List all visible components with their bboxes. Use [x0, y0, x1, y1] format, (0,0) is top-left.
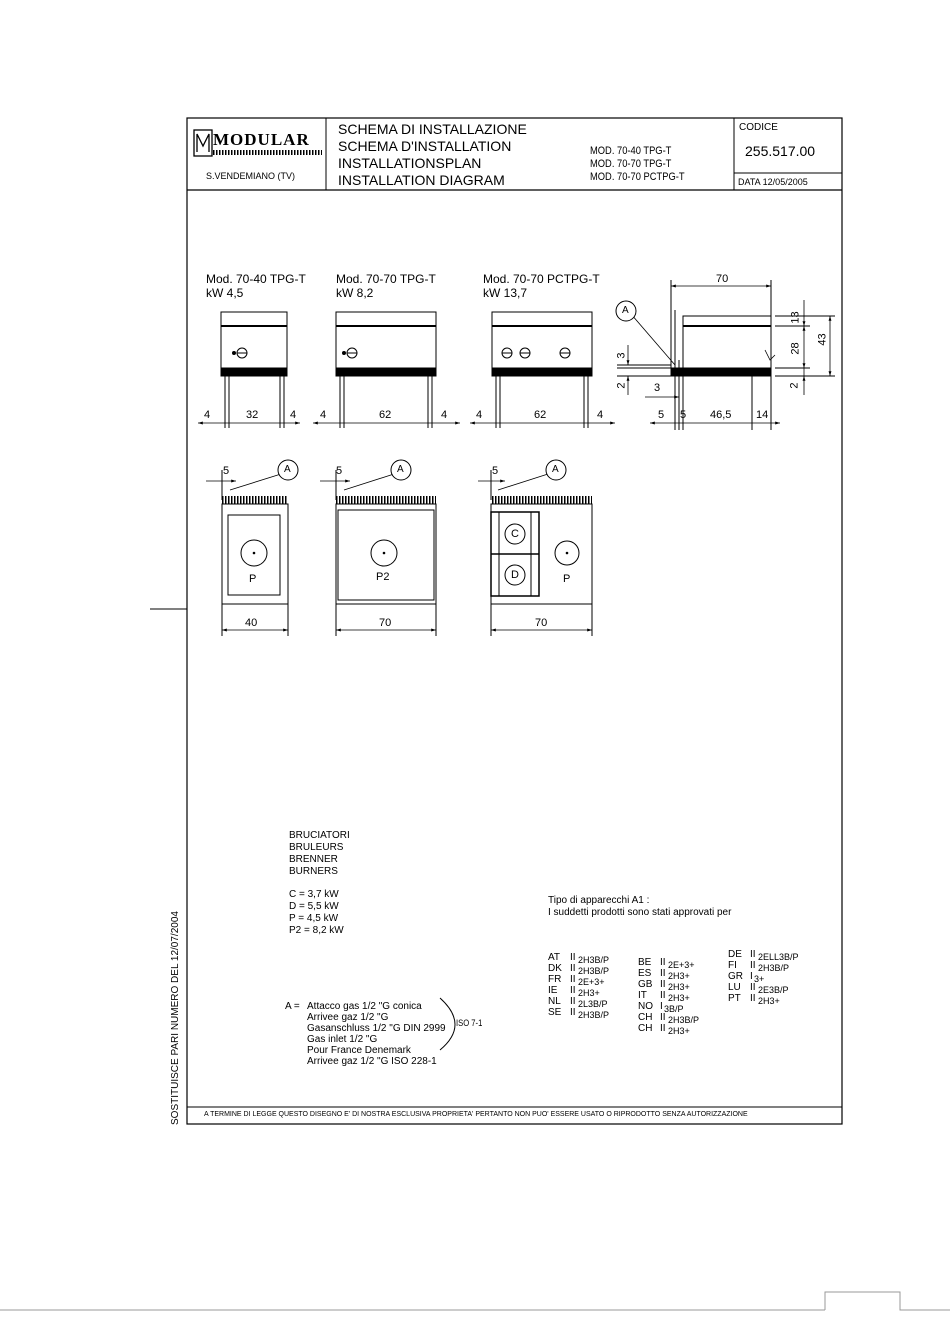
gas-category: II: [660, 1012, 666, 1023]
country-code: CH: [638, 1012, 653, 1023]
top1-width: 40: [245, 617, 258, 629]
location-text: S.VENDEMIANO (TV): [206, 171, 296, 181]
burner-d: D = 5,5 kW: [289, 901, 339, 912]
gas-label: A =: [285, 1001, 300, 1012]
top-view-pctpg: [478, 470, 592, 636]
burner-heading-it: BRUCIATORI: [289, 830, 350, 841]
model-3: MOD. 70-70 PCTPG-T: [590, 171, 685, 183]
top2-callout: A: [397, 464, 404, 475]
gas-subcategory: 2H3B/P: [758, 963, 790, 973]
top1-offset: 5: [223, 465, 230, 477]
dim: 62: [379, 409, 392, 421]
gas-subcategory: 2L3B/P: [578, 999, 608, 1009]
model-1: MOD. 70-40 TPG-T: [590, 145, 672, 157]
gas-category: II: [660, 957, 666, 968]
gas-subcategory: 2H3+: [578, 988, 600, 998]
side-b46: 46,5: [710, 409, 732, 421]
sheet-frame: [187, 118, 842, 1124]
gas-category: II: [570, 952, 576, 963]
title-it: SCHEMA DI INSTALLAZIONE: [338, 121, 527, 137]
front2-power: kW 8,2: [336, 286, 374, 300]
gas-category: II: [660, 968, 666, 979]
gas-subcategory: 2H3+: [668, 982, 690, 992]
gas-category: II: [750, 960, 756, 971]
gas-category: II: [570, 974, 576, 985]
top-view-70-70: [320, 470, 436, 636]
approval-line2: I suddetti prodotti sono stati approvati per: [548, 907, 732, 918]
side-h13: 13: [789, 311, 802, 324]
model-2: MOD. 70-70 TPG-T: [590, 158, 672, 170]
country-code: FI: [728, 960, 737, 971]
country-code: PT: [728, 993, 741, 1004]
burner-heading-fr: BRULEURS: [289, 842, 344, 853]
title-de: INSTALLATIONSPLAN: [338, 155, 482, 171]
side-h2b: 2: [788, 382, 801, 389]
top3-callout: A: [552, 464, 559, 475]
side-h28: 28: [789, 342, 802, 355]
gas-category: II: [660, 979, 666, 990]
gas-line: Gas inlet 1/2 "G: [307, 1034, 378, 1045]
gas-subcategory: 3B/P: [664, 1004, 684, 1014]
top3-width: 70: [535, 617, 548, 629]
gas-subcategory: 2E+3+: [668, 960, 695, 970]
gas-category: II: [570, 996, 576, 1007]
dim: 62: [534, 409, 547, 421]
gas-category: II: [570, 1007, 576, 1018]
side-width: 70: [716, 273, 729, 285]
country-code: NL: [548, 996, 561, 1007]
front1-power: kW 4,5: [206, 286, 244, 300]
country-code: SE: [548, 1007, 562, 1018]
side-b5a: 5: [658, 409, 665, 421]
iso-standard: ISO 7-1: [456, 1018, 483, 1028]
approval-line1: Tipo di apparecchi A1 :: [548, 895, 650, 906]
burner-p2: P2 = 8,2 kW: [289, 925, 344, 936]
burner-heading-en: BURNERS: [289, 866, 338, 877]
country-code: DK: [548, 963, 562, 974]
dim: 4: [204, 409, 211, 421]
gas-category: I: [660, 1001, 663, 1012]
burner-heading-de: BRENNER: [289, 854, 338, 865]
gas-line: Arrivee gaz 1/2 "G: [307, 1012, 389, 1023]
top3-offset: 5: [492, 465, 499, 477]
gas-subcategory: 2E+3+: [578, 977, 605, 987]
dim: 4: [441, 409, 448, 421]
gas-category: II: [570, 985, 576, 996]
country-code: ES: [638, 968, 652, 979]
gas-category: II: [660, 990, 666, 1001]
gas-subcategory: 2H3+: [758, 996, 780, 1006]
side-b3: 3: [654, 382, 661, 394]
gas-category: I: [750, 971, 753, 982]
code-label: CODICE: [739, 122, 778, 133]
country-code: FR: [548, 974, 562, 985]
side-h43: 43: [816, 333, 829, 346]
gas-subcategory: 2H3B/P: [578, 1010, 610, 1020]
gas-category: II: [750, 982, 756, 993]
front2-model: Mod. 70-70 TPG-T: [336, 272, 436, 286]
title-fr: SCHEMA D'INSTALLATION: [338, 138, 512, 154]
gas-subcategory: 2H3+: [668, 993, 690, 1003]
side-note: SOSTITUISCE PARI NUMERO DEL 12/07/2004: [170, 911, 181, 1125]
gas-subcategory: 2ELL3B/P: [758, 952, 799, 962]
side-h3: 3: [615, 352, 628, 359]
gas-category: II: [660, 1023, 666, 1034]
country-code: IE: [548, 985, 558, 996]
dim: 4: [290, 409, 297, 421]
front1-model: Mod. 70-40 TPG-T: [206, 272, 306, 286]
country-code: GR: [728, 971, 743, 982]
country-code: CH: [638, 1023, 653, 1034]
side-b14: 14: [756, 409, 769, 421]
country-code: GB: [638, 979, 653, 990]
gas-subcategory: 2E3B/P: [758, 985, 789, 995]
top2-offset: 5: [336, 465, 343, 477]
top-view-70-40: [206, 470, 288, 636]
footer-notice: A TERMINE DI LEGGE QUESTO DISEGNO E' DI NOSTRA ESCLUSIVA PROPRIETA' PERTANTO NON PUO' ESSERE USATO O RIPRODOTTO SENZA AUTORIZZAZIONE: [204, 1111, 748, 1118]
top3-burner-p: P: [563, 573, 571, 585]
date-label: DATA 12/05/2005: [738, 177, 808, 187]
dim: 4: [597, 409, 604, 421]
country-code: NO: [638, 1001, 653, 1012]
callout-a: A: [622, 305, 629, 316]
dim: 32: [246, 409, 259, 421]
country-code: BE: [638, 957, 652, 968]
logo-text: MODULAR: [213, 130, 310, 149]
top3-burner-d: D: [511, 569, 519, 581]
gas-subcategory: 2H3+: [668, 1026, 690, 1036]
front3-model: Mod. 70-70 PCTPG-T: [483, 272, 600, 286]
code-value: 255.517.00: [745, 143, 816, 159]
side-view: [617, 280, 835, 430]
side-b5b: 5: [680, 409, 687, 421]
top1-callout: A: [284, 464, 291, 475]
gas-line: Arrivee gaz 1/2 "G ISO 228-1: [307, 1056, 437, 1067]
top2-burner-p2: P2: [376, 571, 390, 583]
gas-line: Pour France Denemark: [307, 1045, 411, 1056]
gas-line: Attacco gas 1/2 "G conica: [307, 1001, 422, 1012]
country-code: AT: [548, 952, 561, 963]
front3-power: kW 13,7: [483, 286, 528, 300]
gas-category: II: [750, 949, 756, 960]
gas-subcategory: 2H3B/P: [578, 966, 610, 976]
gas-category: II: [570, 963, 576, 974]
dim: 4: [320, 409, 327, 421]
gas-subcategory: 2H3B/P: [668, 1015, 700, 1025]
gas-subcategory: 3+: [754, 974, 765, 984]
country-code: IT: [638, 990, 647, 1001]
top1-burner-p: P: [249, 573, 257, 585]
gas-subcategory: 2H3+: [668, 971, 690, 981]
gas-line: Gasanschluss 1/2 "G DIN 2999: [307, 1023, 446, 1034]
country-code: DE: [728, 949, 742, 960]
top2-width: 70: [379, 617, 392, 629]
title-en: INSTALLATION DIAGRAM: [338, 172, 505, 188]
gas-category: II: [750, 993, 756, 1004]
burner-p: P = 4,5 kW: [289, 913, 339, 924]
top3-burner-c: C: [511, 528, 519, 540]
side-h2a: 2: [615, 382, 628, 389]
dim: 4: [476, 409, 483, 421]
country-code: LU: [728, 982, 741, 993]
burner-c: C = 3,7 kW: [289, 889, 339, 900]
gas-subcategory: 2H3B/P: [578, 955, 610, 965]
